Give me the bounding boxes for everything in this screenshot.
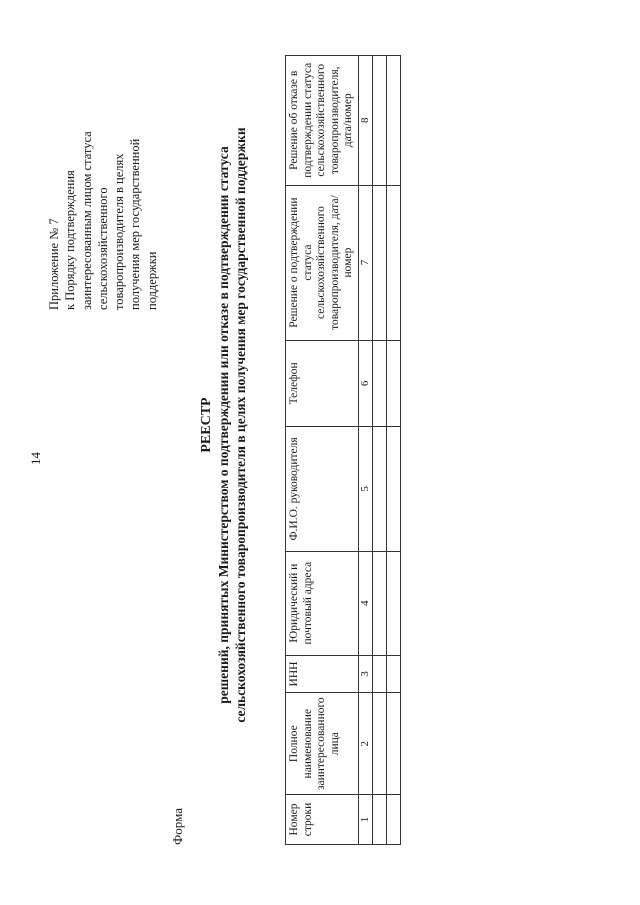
empty-cell [372,551,386,655]
appendix-line: к Порядку подтверждения [63,170,78,310]
empty-cell [386,655,400,693]
empty-cell [372,693,386,795]
empty-cell [372,340,386,427]
header-row-number: Номер строки [286,795,359,845]
empty-cell [386,185,400,340]
table-row-empty [372,56,386,845]
empty-cell [372,427,386,551]
empty-cell [372,185,386,340]
column-number: 1 [358,795,372,845]
column-number: 6 [358,340,372,427]
header-phone: Телефон [286,340,359,427]
header-refusal-decision: Решение об отказе в подтверждении статуса сельскохозяйственного товаропроизводителя, дата/номер [286,56,359,186]
column-number: 3 [358,655,372,693]
empty-cell [372,655,386,693]
empty-cell [386,551,400,655]
empty-cell [386,56,400,186]
appendix-line: сельскохозяйственного [95,187,110,310]
appendix-line: Приложение № 7 [47,218,61,310]
appendix-note [46,55,160,310]
column-number: 2 [358,693,372,795]
header-full-name: Полное наименование заинтересованного лица [286,693,359,795]
empty-cell [386,795,400,845]
table-header-row [286,56,359,845]
empty-cell [372,56,386,186]
column-number-row [358,56,372,845]
empty-cell [386,693,400,795]
document-title [198,35,249,815]
appendix-line: заинтересованным лицом статуса [79,131,94,310]
registry-table [285,55,401,845]
empty-cell [386,340,400,427]
empty-cell [386,427,400,551]
title-line: сельскохозяйственного товаропроизводителя в целях получения мер государственной поддержки [233,127,248,723]
title-line: решений, принятых Министерством о подтверждении или отказе в подтверждении статуса [216,146,231,704]
header-addresses: Юридический и почтовый адреса [286,551,359,655]
column-number: 8 [358,56,372,186]
appendix-line: товаропроизводителя в целях [112,153,127,310]
title-heading: РЕЕСТР [199,397,214,453]
appendix-line: получения мер государственной [128,138,143,310]
appendix-line: поддержки [144,251,159,310]
page-number: 14 [28,452,43,465]
header-confirmation-decision: Решение о подтверждении статуса сельскохозяйственного товаропроизводителя, дата/номер [286,185,359,340]
header-inn: ИНН [286,655,359,693]
column-number: 7 [358,185,372,340]
empty-cell [372,795,386,845]
table-row-empty [386,56,400,845]
form-label: Форма [170,808,185,845]
column-number: 5 [358,427,372,551]
column-number: 4 [358,551,372,655]
header-director-name: Ф.И.О. руководителя [286,427,359,551]
